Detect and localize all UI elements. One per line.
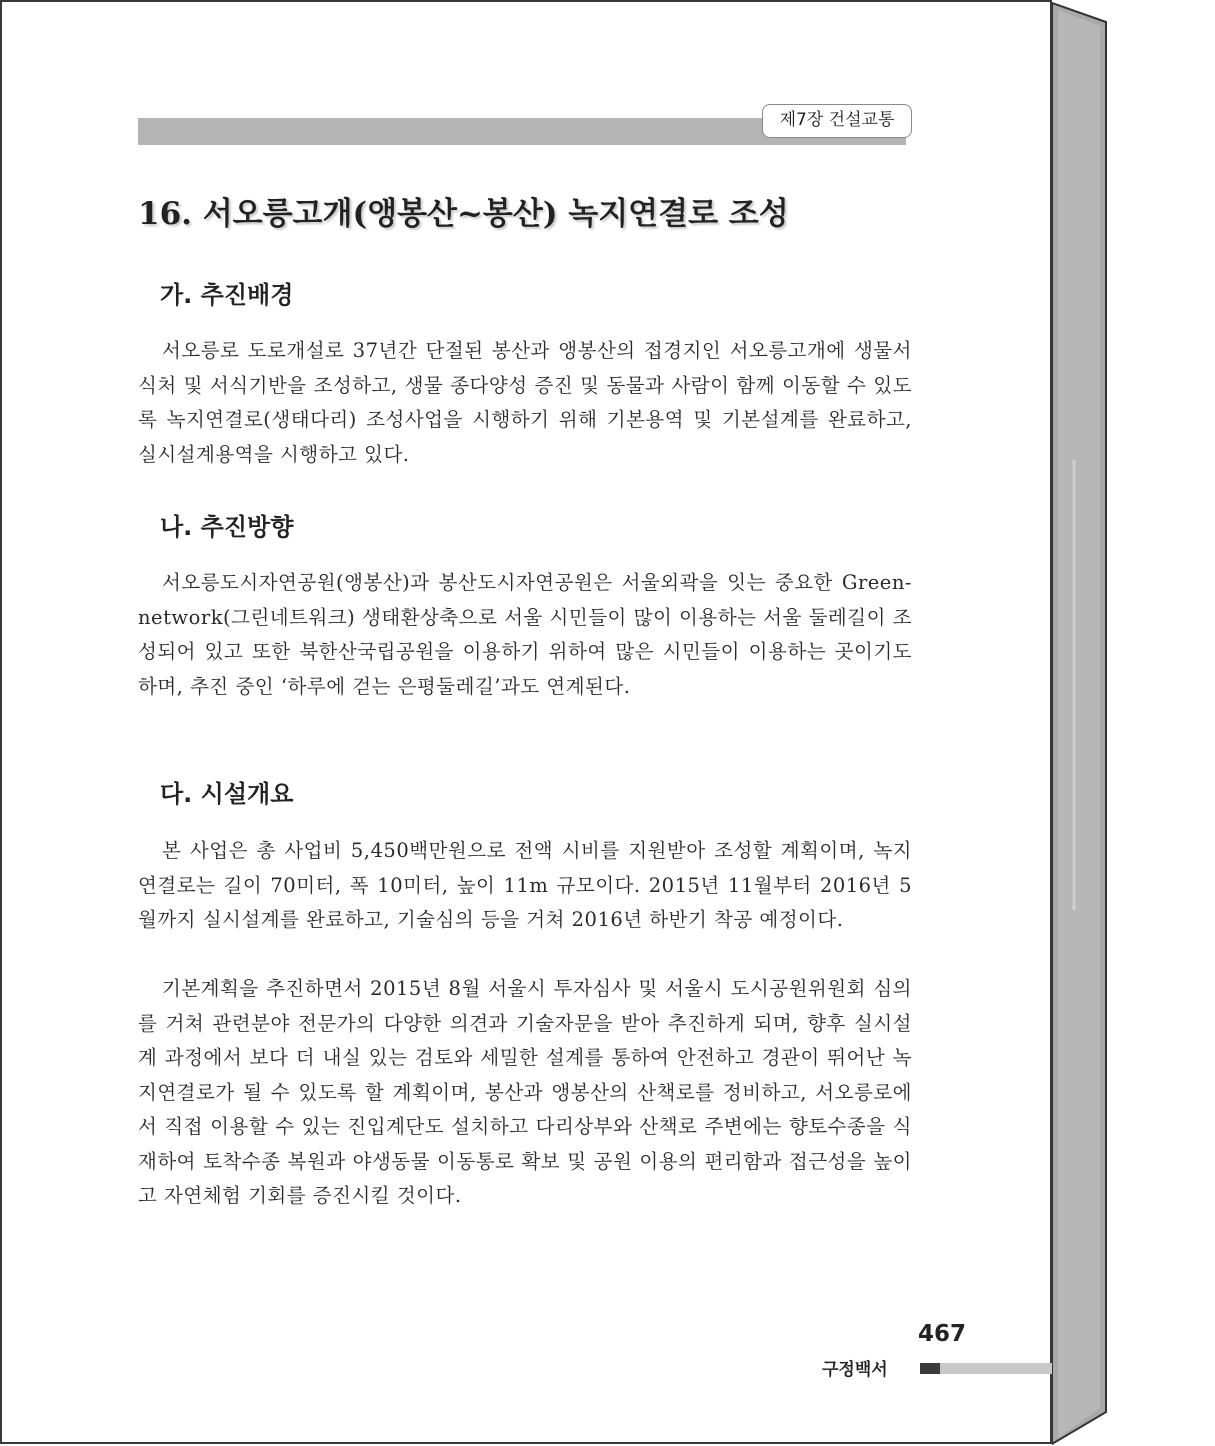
footer-bar-dark bbox=[920, 1363, 940, 1374]
book-title: 구정백서 bbox=[822, 1360, 888, 1380]
page-number: 467 bbox=[918, 1321, 967, 1347]
footer-bar-light bbox=[940, 1363, 1052, 1374]
paragraph-overview-2: 기본계획을 추진하면서 2015년 8월 서울시 투자심사 및 서울시 도시공원위원회 심의를 거쳐 관련분야 전문가의 다양한 의견과 기술자문을 받아 추진하게 되며, 향후 실시설계 과정에서 보다 더 내실 있는 검토와 세밀한 설계를 통하여 안전하고 경관이 뛰어난 녹지연결로가 될 수 있도록 할 계획이며, 봉산과 앵봉산의 산책로를 정비하고, 서오릉로에서 직접 이용할 수 있는 진입계단도 설치하고 다리상부와 산책로 주변에는 향토수종을 식재하여 토착수종 복원과 야생동물 이동통로 확보 및 공원 이용의 편리함과 접근성을 높이고 자연체험 기회를 증진시킬 것이다. bbox=[138, 977, 912, 1207]
section-heading-overview: 다. 시설개요 bbox=[160, 780, 294, 808]
section-heading-background: 가. 추진배경 bbox=[160, 281, 294, 309]
chapter-label: 제7장 건설교통 bbox=[762, 104, 912, 138]
paragraph-overview-1: 본 사업은 총 사업비 5,450백만원으로 전액 시비를 지원받아 조성할 계획이며, 녹지연결로는 길이 70미터, 폭 10미터, 높이 11m 규모이다. 2015년 11월부터 2016년 5월까지 실시설계를 완료하고, 기술심의 등을 거쳐 2016년 하반기 착공 예정이다. bbox=[138, 839, 912, 931]
section-heading-direction: 나. 추진방향 bbox=[160, 513, 294, 541]
paragraph-direction: 서오릉도시자연공원(앵봉산)과 봉산도시자연공원은 서울외곽을 잇는 중요한 Green-network(그린네트워크) 생태환상축으로 서울 시민들이 많이 이용하는 서울 둘레길이 조성되어 있고 또한 북한산국립공원을 이용하기 위하여 많은 시민들이 이용하는 곳이기도 하며, 추진 중인 ‘하루에 걷는 은평둘레길’과도 연계된다. bbox=[138, 571, 912, 698]
book-page-edge bbox=[1052, 0, 1112, 1446]
page-title: 16. 서오릉고개(앵봉산~봉산) 녹지연결로 조성 bbox=[138, 196, 789, 232]
paragraph-background: 서오릉로 도로개설로 37년간 단절된 봉산과 앵봉산의 접경지인 서오릉고개에 생물서식처 및 서식기반을 조성하고, 생물 종다양성 증진 및 동물과 사람이 함께 이동할 수 있도록 녹지연결로(생태다리) 조성사업을 시행하기 위해 기본용역 및 기본설계를 완료하고, 실시설계용역을 시행하고 있다. bbox=[138, 339, 912, 466]
